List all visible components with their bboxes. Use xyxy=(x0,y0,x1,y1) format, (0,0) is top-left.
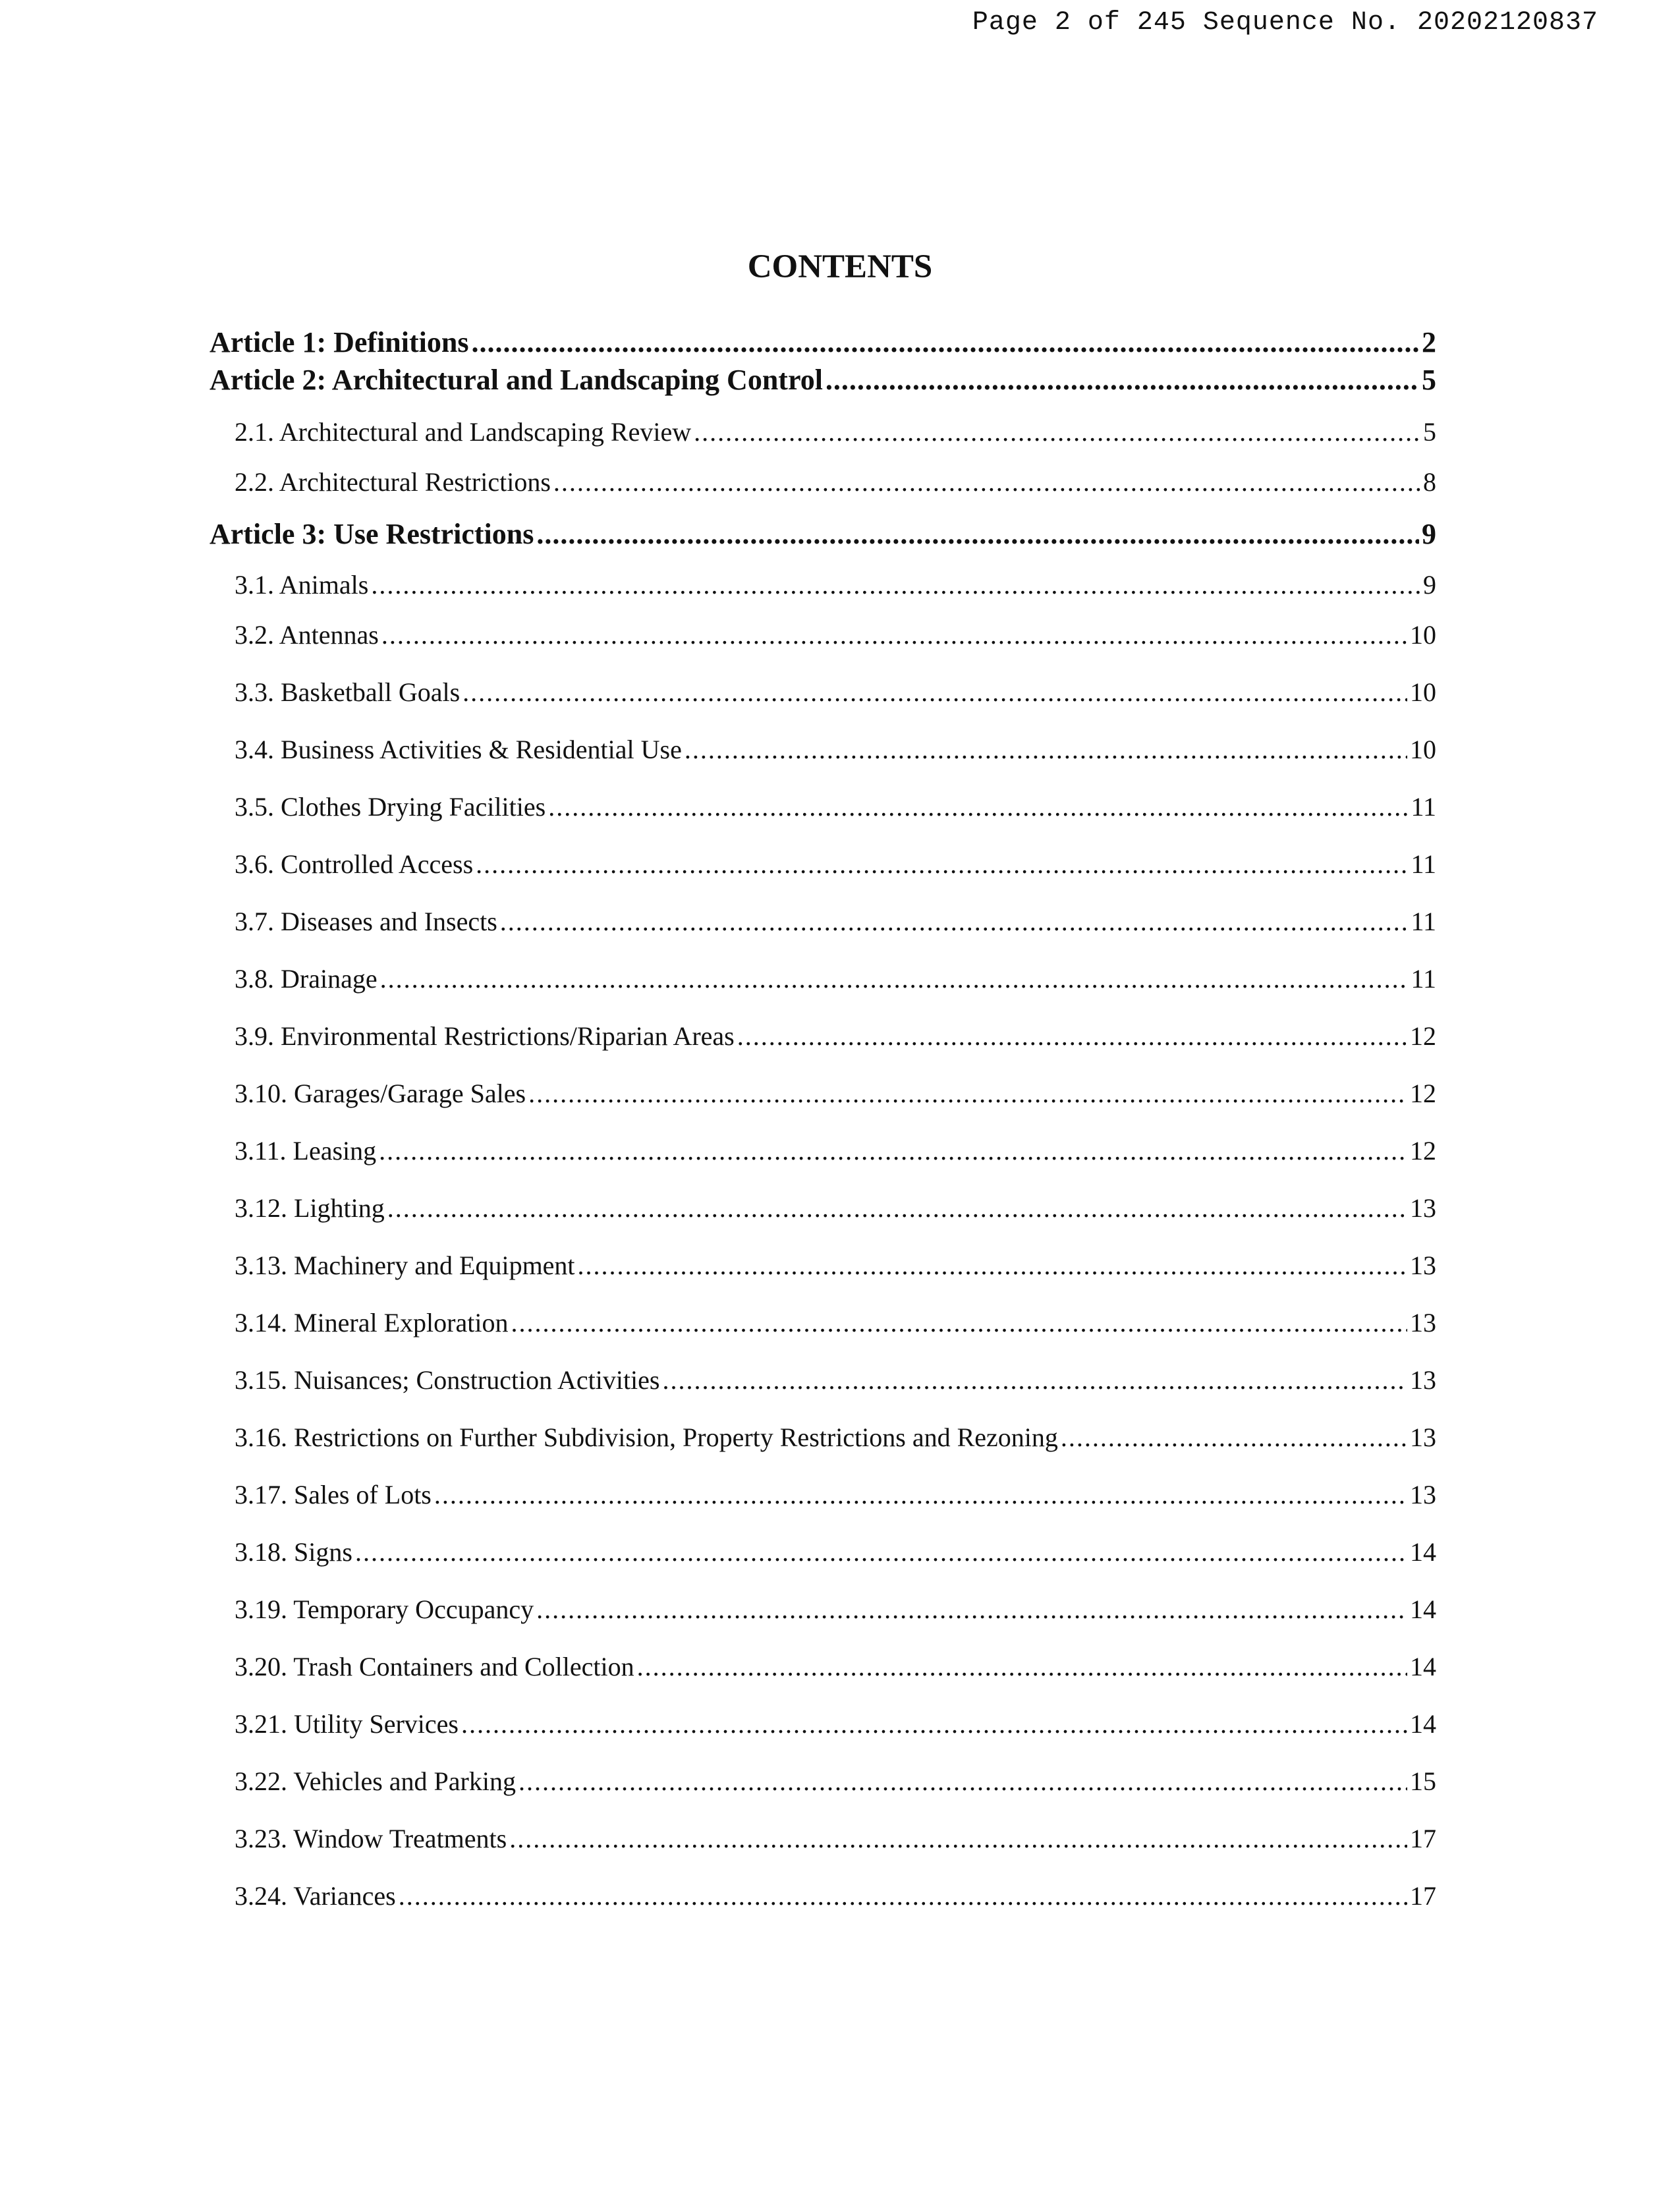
toc-dot-leader xyxy=(462,677,1407,708)
toc-entry-page: 9 xyxy=(1422,518,1436,550)
toc-dot-leader xyxy=(379,1135,1407,1166)
toc-entry-label: 3.21. Utility Services xyxy=(235,1709,459,1739)
toc-dot-leader xyxy=(694,416,1420,447)
toc-entry-page: 2 xyxy=(1422,326,1436,358)
toc-entry-label: 2.2. Architectural Restrictions xyxy=(235,467,551,497)
toc-entry-3-19[interactable] xyxy=(235,1594,1436,1625)
toc-entry-label: Article 1: Definitions xyxy=(210,326,469,358)
toc-entry-3-2[interactable] xyxy=(235,619,1436,650)
toc-entry-page: 14 xyxy=(1410,1594,1436,1624)
toc-entry-3-14[interactable] xyxy=(235,1307,1436,1338)
toc-entry-3-21[interactable] xyxy=(235,1708,1436,1739)
toc-entry-label: 3.15. Nuisances; Construction Activities xyxy=(235,1365,660,1395)
toc-dot-leader xyxy=(637,1651,1407,1682)
toc-entry-page: 13 xyxy=(1410,1422,1436,1452)
toc-entry-label: 3.18. Signs xyxy=(235,1537,352,1567)
toc-dot-leader xyxy=(380,963,1409,994)
toc-entry-page: 14 xyxy=(1410,1537,1436,1567)
page-sequence-stamp: Page 2 of 245 Sequence No. 20202120837 xyxy=(972,8,1598,38)
toc-entry-label: 3.19. Temporary Occupancy xyxy=(235,1594,534,1624)
toc-entry-3-17[interactable] xyxy=(235,1479,1436,1510)
toc-entry-page: 11 xyxy=(1411,792,1436,822)
toc-entry-3-10[interactable] xyxy=(235,1078,1436,1109)
toc-dot-leader xyxy=(663,1365,1408,1395)
toc-entry-page: 13 xyxy=(1410,1365,1436,1395)
toc-dot-leader xyxy=(500,906,1409,937)
toc-entry-label: 3.7. Diseases and Insects xyxy=(235,907,497,936)
toc-entry-3-3[interactable] xyxy=(235,677,1436,708)
toc-entry-page: 12 xyxy=(1410,1136,1436,1166)
toc-entry-label: 3.9. Environmental Restrictions/Riparian Areas xyxy=(235,1021,735,1051)
page-title: CONTENTS xyxy=(747,248,933,285)
toc-entry-2-2[interactable] xyxy=(235,466,1436,497)
toc-dot-leader xyxy=(387,1193,1407,1224)
toc-entry-label: Article 2: Architectural and Landscaping Control xyxy=(210,364,823,396)
toc-dot-leader xyxy=(685,734,1407,765)
toc-entry-article-3[interactable] xyxy=(210,517,1436,551)
toc-entry-page: 10 xyxy=(1410,677,1436,707)
toc-entry-3-16[interactable] xyxy=(235,1422,1436,1453)
toc-entry-page: 11 xyxy=(1411,964,1436,994)
toc-dot-leader xyxy=(553,466,1420,497)
toc-entry-label: 3.6. Controlled Access xyxy=(235,849,474,879)
toc-entry-3-9[interactable] xyxy=(235,1021,1436,1052)
toc-entry-page: 5 xyxy=(1422,364,1436,396)
toc-entry-label: 3.11. Leasing xyxy=(235,1136,377,1166)
toc-dot-leader xyxy=(434,1479,1407,1510)
toc-entry-3-13[interactable] xyxy=(235,1250,1436,1281)
toc-entry-page: 13 xyxy=(1410,1251,1436,1280)
toc-dot-leader xyxy=(536,517,1419,551)
toc-dot-leader xyxy=(578,1250,1407,1281)
toc-entry-label: 3.23. Window Treatments xyxy=(235,1824,507,1853)
toc-entry-page: 5 xyxy=(1423,417,1436,447)
toc-entry-3-6[interactable] xyxy=(235,849,1436,880)
toc-entry-3-4[interactable] xyxy=(235,734,1436,765)
toc-entry-3-20[interactable] xyxy=(235,1651,1436,1682)
toc-entry-3-24[interactable] xyxy=(235,1880,1436,1911)
toc-entry-page: 15 xyxy=(1410,1766,1436,1796)
toc-entry-label: 3.4. Business Activities & Residential Use xyxy=(235,735,682,764)
toc-entry-3-22[interactable] xyxy=(235,1766,1436,1797)
toc-entry-label: 2.1. Architectural and Landscaping Review xyxy=(235,417,692,447)
toc-entry-article-1[interactable] xyxy=(210,325,1436,359)
toc-entry-label: 3.20. Trash Containers and Collection xyxy=(235,1652,634,1681)
toc-entry-3-11[interactable] xyxy=(235,1135,1436,1166)
toc-dot-leader xyxy=(355,1536,1407,1567)
toc-entry-page: 14 xyxy=(1410,1709,1436,1739)
toc-entry-article-2[interactable] xyxy=(210,363,1436,397)
toc-entry-label: 3.8. Drainage xyxy=(235,964,378,994)
toc-dot-leader xyxy=(536,1594,1407,1625)
toc-dot-leader xyxy=(399,1880,1407,1911)
toc-entry-3-15[interactable] xyxy=(235,1365,1436,1395)
toc-dot-leader xyxy=(371,569,1420,600)
toc-dot-leader xyxy=(737,1021,1407,1052)
toc-entry-page: 10 xyxy=(1410,620,1436,650)
toc-entry-page: 13 xyxy=(1410,1193,1436,1223)
toc-dot-leader xyxy=(511,1307,1407,1338)
toc-entry-label: 3.24. Variances xyxy=(235,1881,396,1911)
toc-entry-page: 17 xyxy=(1410,1881,1436,1911)
toc-dot-leader xyxy=(476,849,1408,880)
toc-entry-3-5[interactable] xyxy=(235,791,1436,822)
toc-entry-3-1[interactable] xyxy=(235,569,1436,600)
toc-entry-page: 13 xyxy=(1410,1480,1436,1509)
toc-entry-3-18[interactable] xyxy=(235,1536,1436,1567)
toc-entry-page: 12 xyxy=(1410,1079,1436,1108)
toc-dot-leader xyxy=(518,1766,1407,1797)
toc-entry-2-1[interactable] xyxy=(235,416,1436,447)
toc-dot-leader xyxy=(461,1708,1407,1739)
toc-dot-leader xyxy=(528,1078,1407,1109)
toc-dot-leader xyxy=(471,325,1419,359)
toc-entry-label: 3.14. Mineral Exploration xyxy=(235,1308,509,1337)
toc-entry-label: 3.22. Vehicles and Parking xyxy=(235,1766,516,1796)
toc-entry-page: 12 xyxy=(1410,1021,1436,1051)
toc-entry-page: 10 xyxy=(1410,735,1436,764)
toc-entry-label: 3.13. Machinery and Equipment xyxy=(235,1251,575,1280)
toc-entry-label: Article 3: Use Restrictions xyxy=(210,518,534,550)
toc-entry-page: 9 xyxy=(1423,570,1436,600)
toc-dot-leader xyxy=(509,1823,1407,1854)
toc-entry-3-8[interactable] xyxy=(235,963,1436,994)
toc-dot-leader xyxy=(1061,1422,1407,1453)
toc-dot-leader xyxy=(381,619,1407,650)
toc-entry-label: 3.17. Sales of Lots xyxy=(235,1480,432,1509)
toc-entry-page: 8 xyxy=(1423,467,1436,497)
toc-dot-leader xyxy=(826,363,1419,397)
toc-entry-label: 3.3. Basketball Goals xyxy=(235,677,461,707)
toc-entry-3-12[interactable] xyxy=(235,1193,1436,1224)
toc-entry-label: 3.16. Restrictions on Further Subdivision, Property Restrictions and Rezoning xyxy=(235,1422,1058,1452)
toc-entry-page: 17 xyxy=(1410,1824,1436,1853)
toc-entry-label: 3.5. Clothes Drying Facilities xyxy=(235,792,546,822)
toc-entry-label: 3.2. Antennas xyxy=(235,620,379,650)
toc-entry-3-23[interactable] xyxy=(235,1823,1436,1854)
toc-entry-label: 3.12. Lighting xyxy=(235,1193,385,1223)
toc-entry-page: 11 xyxy=(1411,849,1436,879)
toc-entry-page: 11 xyxy=(1411,907,1436,936)
toc-entry-page: 13 xyxy=(1410,1308,1436,1337)
toc-dot-leader xyxy=(548,791,1408,822)
toc-entry-label: 3.1. Animals xyxy=(235,570,369,600)
toc-entry-3-7[interactable] xyxy=(235,906,1436,937)
toc-entry-page: 14 xyxy=(1410,1652,1436,1681)
toc-entry-label: 3.10. Garages/Garage Sales xyxy=(235,1079,526,1108)
